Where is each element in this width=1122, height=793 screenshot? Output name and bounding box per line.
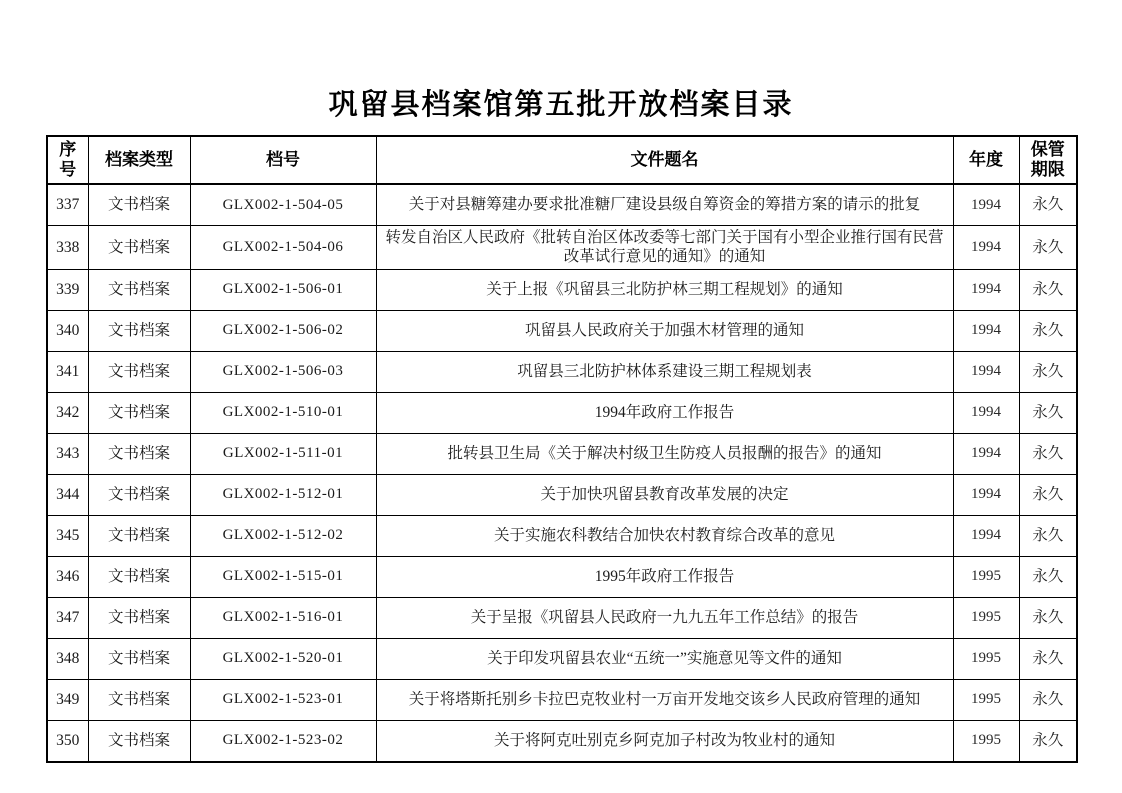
table-header-row [47,136,1077,184]
cell-archive-type: 文书档案 [88,679,190,720]
table-row [47,515,1077,556]
table-row [47,679,1077,720]
cell-serial-number: 337 [47,184,88,226]
cell-archive-code: GLX002-1-506-02 [190,310,376,351]
cell-document-title: 1994年政府工作报告 [376,392,953,433]
cell-document-title: 转发自治区人民政府《批转自治区体改委等七部门关于国有小型企业推行国有民营改革试行意见的通知》的通知 [376,226,953,270]
cell-archive-code: GLX002-1-523-01 [190,679,376,720]
cell-archive-code: GLX002-1-504-06 [190,226,376,270]
cell-year: 1995 [953,638,1019,679]
cell-retention-period: 永久 [1019,474,1077,515]
cell-archive-code: GLX002-1-506-01 [190,269,376,310]
cell-document-title: 关于将塔斯托别乡卡拉巴克牧业村一万亩开发地交该乡人民政府管理的通知 [376,679,953,720]
page-title: 巩留县档案馆第五批开放档案目录 [328,89,794,121]
table-row [47,310,1077,351]
col-header-document-title: 文件题名 [376,136,953,184]
cell-year: 1995 [953,720,1019,762]
cell-serial-number: 342 [47,392,88,433]
cell-year: 1995 [953,597,1019,638]
cell-document-title: 批转县卫生局《关于解决村级卫生防疫人员报酬的报告》的通知 [376,433,953,474]
cell-document-title: 关于实施农科教结合加快农村教育综合改革的意见 [376,515,953,556]
cell-document-title: 关于将阿克吐别克乡阿克加子村改为牧业村的通知 [376,720,953,762]
cell-year: 1994 [953,515,1019,556]
cell-retention-period: 永久 [1019,433,1077,474]
cell-archive-type: 文书档案 [88,638,190,679]
cell-retention-period: 永久 [1019,597,1077,638]
cell-serial-number: 346 [47,556,88,597]
cell-year: 1994 [953,226,1019,270]
table-row [47,638,1077,679]
cell-archive-type: 文书档案 [88,597,190,638]
table-row [47,720,1077,762]
cell-document-title: 关于对县糖筹建办要求批准糖厂建设县级自筹资金的筹措方案的请示的批复 [376,184,953,226]
cell-archive-type: 文书档案 [88,310,190,351]
cell-serial-number: 341 [47,351,88,392]
table-row [47,556,1077,597]
cell-archive-type: 文书档案 [88,556,190,597]
table-row [47,269,1077,310]
cell-serial-number: 348 [47,638,88,679]
cell-archive-type: 文书档案 [88,392,190,433]
cell-retention-period: 永久 [1019,269,1077,310]
cell-archive-code: GLX002-1-520-01 [190,638,376,679]
cell-archive-code: GLX002-1-512-02 [190,515,376,556]
cell-serial-number: 339 [47,269,88,310]
col-header-serial-number: 序号 [47,136,88,184]
cell-year: 1994 [953,269,1019,310]
cell-year: 1994 [953,184,1019,226]
cell-archive-code: GLX002-1-506-03 [190,351,376,392]
cell-year: 1995 [953,556,1019,597]
cell-archive-type: 文书档案 [88,474,190,515]
cell-archive-code: GLX002-1-523-02 [190,720,376,762]
cell-retention-period: 永久 [1019,638,1077,679]
cell-retention-period: 永久 [1019,310,1077,351]
cell-year: 1995 [953,679,1019,720]
table-row [47,184,1077,226]
cell-document-title: 巩留县三北防护林体系建设三期工程规划表 [376,351,953,392]
cell-year: 1994 [953,433,1019,474]
col-header-retention-period: 保管期限 [1019,136,1077,184]
cell-document-title: 关于加快巩留县教育改革发展的决定 [376,474,953,515]
cell-serial-number: 350 [47,720,88,762]
cell-archive-code: GLX002-1-504-05 [190,184,376,226]
table-row [47,392,1077,433]
cell-retention-period: 永久 [1019,515,1077,556]
cell-serial-number: 340 [47,310,88,351]
cell-archive-type: 文书档案 [88,720,190,762]
cell-archive-code: GLX002-1-510-01 [190,392,376,433]
cell-archive-type: 文书档案 [88,351,190,392]
cell-retention-period: 永久 [1019,392,1077,433]
cell-document-title: 1995年政府工作报告 [376,556,953,597]
cell-archive-type: 文书档案 [88,226,190,270]
table-row [47,351,1077,392]
table-row [47,226,1077,270]
cell-year: 1994 [953,474,1019,515]
cell-archive-type: 文书档案 [88,515,190,556]
cell-year: 1994 [953,310,1019,351]
cell-document-title: 关于上报《巩留县三北防护林三期工程规划》的通知 [376,269,953,310]
cell-serial-number: 338 [47,226,88,270]
cell-serial-number: 347 [47,597,88,638]
cell-archive-type: 文书档案 [88,269,190,310]
table-row [47,597,1077,638]
archive-catalog-table [46,135,1078,763]
col-header-archive-type: 档案类型 [88,136,190,184]
cell-serial-number: 345 [47,515,88,556]
cell-archive-code: GLX002-1-511-01 [190,433,376,474]
col-header-year: 年度 [953,136,1019,184]
col-header-archive-code: 档号 [190,136,376,184]
cell-document-title: 关于呈报《巩留县人民政府一九九五年工作总结》的报告 [376,597,953,638]
cell-archive-code: GLX002-1-512-01 [190,474,376,515]
cell-serial-number: 349 [47,679,88,720]
table-row [47,474,1077,515]
cell-retention-period: 永久 [1019,226,1077,270]
cell-retention-period: 永久 [1019,720,1077,762]
cell-retention-period: 永久 [1019,351,1077,392]
cell-retention-period: 永久 [1019,679,1077,720]
cell-year: 1994 [953,392,1019,433]
cell-serial-number: 344 [47,474,88,515]
cell-archive-type: 文书档案 [88,184,190,226]
cell-year: 1994 [953,351,1019,392]
cell-retention-period: 永久 [1019,556,1077,597]
cell-document-title: 巩留县人民政府关于加强木材管理的通知 [376,310,953,351]
cell-retention-period: 永久 [1019,184,1077,226]
table-body [47,184,1077,762]
cell-document-title: 关于印发巩留县农业“五统一”实施意见等文件的通知 [376,638,953,679]
cell-serial-number: 343 [47,433,88,474]
table-header [47,136,1077,184]
table-row [47,433,1077,474]
cell-archive-code: GLX002-1-515-01 [190,556,376,597]
cell-archive-code: GLX002-1-516-01 [190,597,376,638]
cell-archive-type: 文书档案 [88,433,190,474]
